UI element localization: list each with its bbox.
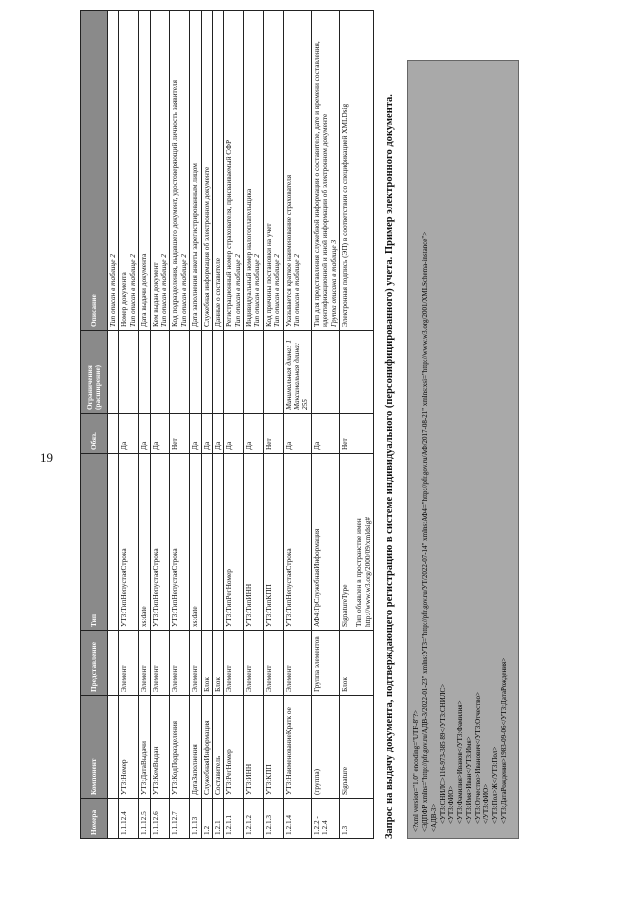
table-row bbox=[190, 11, 201, 839]
header-representation: Представление bbox=[81, 631, 108, 696]
table-row bbox=[150, 11, 170, 839]
table-row bbox=[108, 11, 119, 839]
cell-component: (группа) bbox=[311, 696, 339, 799]
cell-description bbox=[212, 11, 223, 331]
cell-type: УТ3:ТипНепустаяСтрока bbox=[119, 454, 139, 631]
cell-representation: Элемент bbox=[263, 631, 283, 696]
table-header-row bbox=[81, 11, 108, 839]
cell-limits: Минимальная длина: 1 Максимальная длина: 255 bbox=[283, 331, 311, 414]
cell-type: УТ3:ТипНепустаяСтрока bbox=[150, 454, 170, 631]
header-required: Обяз. bbox=[81, 414, 108, 454]
cell-required: Да bbox=[283, 414, 311, 454]
cell-description bbox=[224, 11, 244, 331]
cell-type: xs:date bbox=[139, 454, 150, 631]
code-line: <УТ3:Пол>Ж</УТ3:Пол> bbox=[491, 746, 500, 824]
cell-required: Да bbox=[139, 414, 150, 454]
cell-limits bbox=[201, 331, 212, 414]
cell-type: УТ3:ТипНепустаяСтрока bbox=[283, 454, 311, 631]
cell-type bbox=[212, 454, 223, 631]
request-paragraph: Запрос на выдачу документа, подтверждающего регистрацию в системе индивидуального (персонифицированного) учета. Пример электронного документа. bbox=[384, 94, 396, 839]
cell-limits bbox=[150, 331, 170, 414]
table-body bbox=[108, 11, 374, 839]
cell-number bbox=[108, 799, 119, 839]
header-type: Тип bbox=[81, 454, 108, 631]
cell-type: УТ3:ТипИНН bbox=[244, 454, 264, 631]
header-description: Описание bbox=[81, 11, 108, 331]
cell-required: Да bbox=[224, 414, 244, 454]
cell-limits bbox=[263, 331, 283, 414]
cell-component: УТ3:КодПодразделения bbox=[170, 696, 190, 799]
description-line: Данные о составителе bbox=[212, 258, 222, 327]
cell-representation: Элемент bbox=[150, 631, 170, 696]
table-row bbox=[283, 11, 311, 839]
cell-required: Да bbox=[244, 414, 264, 454]
cell-representation: Элемент bbox=[190, 631, 201, 696]
header-component: Компонент bbox=[81, 696, 108, 799]
cell-representation: Элемент bbox=[170, 631, 190, 696]
cell-component: УТ3:КемВыдан bbox=[150, 696, 170, 799]
cell-type: УТ3:ТипРегНомер bbox=[224, 454, 244, 631]
table-row bbox=[311, 11, 339, 839]
description-line: Тип описан в таблице 2 bbox=[232, 254, 242, 327]
cell-number: 1.2 bbox=[201, 799, 212, 839]
cell-representation: Группа элементов bbox=[311, 631, 339, 696]
cell-representation: Блок bbox=[339, 631, 373, 696]
description-line: Дата выдачи документа bbox=[139, 253, 149, 327]
description-line: Индивидуальный номер налогоплательщика bbox=[244, 188, 254, 327]
cell-component: СлужебнаяИнформация bbox=[201, 696, 212, 799]
table-row bbox=[339, 11, 373, 839]
cell-representation: Элемент bbox=[224, 631, 244, 696]
cell-required: Да bbox=[212, 414, 223, 454]
description-line: Тип описан в таблице 2 bbox=[108, 254, 117, 327]
cell-limits bbox=[108, 331, 119, 414]
table-row bbox=[139, 11, 150, 839]
table-row bbox=[244, 11, 264, 839]
spec-table bbox=[80, 10, 374, 839]
cell-representation: Элемент bbox=[139, 631, 150, 696]
cell-number: 1.2.1 bbox=[212, 799, 223, 839]
cell-number: 1.1.13 bbox=[190, 799, 201, 839]
cell-required: Да bbox=[119, 414, 139, 454]
code-line: <УТ3:Отчество>Иванович</УТ3:Отчество> bbox=[473, 692, 482, 824]
cell-limits bbox=[224, 331, 244, 414]
cell-description bbox=[283, 11, 311, 331]
table-row bbox=[170, 11, 190, 839]
description-line: Дата заполнения анкеты зарегистрированным лицом bbox=[190, 163, 200, 327]
cell-type: УТ3:ТипНепустаяСтрока bbox=[170, 454, 190, 631]
cell-description bbox=[201, 11, 212, 331]
description-line: Тип для представления служебной информации о составителе, дате и времени составления, идентификационной и иной информации об электронном документе bbox=[311, 41, 330, 327]
cell-description bbox=[190, 11, 201, 331]
code-line: <УТ3:Имя>Иван</УТ3:Имя> bbox=[464, 736, 473, 824]
cell-component: ДатаЗаполнения bbox=[190, 696, 201, 799]
header-number: Номера bbox=[81, 799, 108, 839]
description-line: Кем выдан документ bbox=[150, 262, 160, 327]
cell-description bbox=[244, 11, 264, 331]
cell-type: xs:date bbox=[190, 454, 201, 631]
cell-number: 1.1.12.7 bbox=[170, 799, 190, 839]
description-line: Тип описан в таблице 2 bbox=[127, 254, 137, 327]
cell-description bbox=[170, 11, 190, 331]
cell-type bbox=[108, 454, 119, 631]
code-line: </УТ3:ФИО> bbox=[482, 783, 491, 824]
cell-required: Да bbox=[201, 414, 212, 454]
cell-description bbox=[339, 11, 373, 331]
table-row bbox=[263, 11, 283, 839]
cell-number: 1.2.2 - 1.2.4 bbox=[311, 799, 339, 839]
type-note: Тип объявлен в пространстве имен http://www.w3.org/2000/09/xmldsig# bbox=[354, 516, 372, 627]
cell-number: 1.1.12.5 bbox=[139, 799, 150, 839]
cell-limits bbox=[139, 331, 150, 414]
page-number: 19 bbox=[40, 450, 53, 465]
description-line: Группа описана в таблице 3 bbox=[328, 239, 338, 327]
description-line: Тип описан в таблице 2 bbox=[252, 254, 262, 327]
cell-required: Нет bbox=[263, 414, 283, 454]
cell-representation: Блок bbox=[201, 631, 212, 696]
cell-component bbox=[108, 696, 119, 799]
cell-component: УТ3:НаименованиеКратк ое bbox=[283, 696, 311, 799]
cell-number: 1.1.12.6 bbox=[150, 799, 170, 839]
cell-required bbox=[108, 414, 119, 454]
description-line: Тип описан в таблице 2 bbox=[178, 254, 188, 327]
cell-required: Да bbox=[311, 414, 339, 454]
cell-type bbox=[201, 454, 212, 631]
xml-example-box bbox=[407, 60, 519, 839]
cell-limits bbox=[339, 331, 373, 414]
cell-component: УТ3:КПП bbox=[263, 696, 283, 799]
rotated-content bbox=[80, 41, 590, 839]
cell-required: Нет bbox=[170, 414, 190, 454]
cell-limits bbox=[170, 331, 190, 414]
cell-limits bbox=[119, 331, 139, 414]
cell-number: 1.2.1.3 bbox=[263, 799, 283, 839]
cell-limits bbox=[190, 331, 201, 414]
cell-description bbox=[119, 11, 139, 331]
description-line: Номер документа bbox=[119, 272, 129, 327]
cell-component: УТ3:Номер bbox=[119, 696, 139, 799]
header-limits: Ограничения (расширение) bbox=[81, 331, 108, 414]
cell-number: 1.3 bbox=[339, 799, 373, 839]
cell-number: 1.2.1.4 bbox=[283, 799, 311, 839]
cell-required: Да bbox=[150, 414, 170, 454]
cell-description bbox=[139, 11, 150, 331]
description-line: Код подразделения, выдавшего документ, удостоверяющий личность заявителя bbox=[170, 80, 180, 327]
cell-description bbox=[150, 11, 170, 331]
cell-number: 1.1.12.4 bbox=[119, 799, 139, 839]
description-line: Тип описан в таблице 2 bbox=[272, 254, 282, 327]
cell-limits bbox=[212, 331, 223, 414]
cell-number: 1.2.1.1 bbox=[224, 799, 244, 839]
description-line: Тип описан в таблице 2 bbox=[292, 254, 302, 327]
table-row bbox=[212, 11, 223, 839]
code-line: <УТ3:СНИЛС>116-973-385 89</УТ3:СНИЛС> bbox=[438, 683, 447, 824]
cell-description bbox=[263, 11, 283, 331]
table-row bbox=[119, 11, 139, 839]
table-row bbox=[224, 11, 244, 839]
cell-component: УТ3:ИНН bbox=[244, 696, 264, 799]
code-line: <ЭДПФР xmlns="http://pfr.gov.ru/АДВ-3/2022-01-23" xmlns:УТ3="http://pfr.gov.ru/УТ/2022-07-14" xmlns:АФ4="http://pfr.gov.ru/АФ/2017-08-21" xmlns:xsi="http://www.w3.org/2001/XMLSchema-instance"> bbox=[421, 231, 430, 832]
description-line: Тип описан в таблице 2 bbox=[158, 254, 168, 327]
cell-type: УТ3:ТипКПП bbox=[263, 454, 283, 631]
code-line: <АДВ-3> bbox=[429, 803, 438, 832]
table-row bbox=[201, 11, 212, 839]
description-line: Регистрационный номер страхователя, присваиваемый СФР bbox=[224, 140, 234, 327]
cell-component: УТ3:ДатаВыдачи bbox=[139, 696, 150, 799]
cell-representation: Элемент bbox=[119, 631, 139, 696]
cell-required: Нет bbox=[339, 414, 373, 454]
cell-required: Да bbox=[190, 414, 201, 454]
description-line: Код причины постановки на учет bbox=[263, 223, 273, 327]
cell-limits bbox=[311, 331, 339, 414]
description-line: Электронная подпись (ЭП) в соответствии со спецификацией XMLDsig bbox=[339, 103, 349, 327]
cell-description bbox=[311, 11, 339, 331]
cell-component: УТ3:РегНомер bbox=[224, 696, 244, 799]
cell-limits bbox=[244, 331, 264, 414]
cell-representation: Блок bbox=[212, 631, 223, 696]
cell-component: Составитель bbox=[212, 696, 223, 799]
cell-description bbox=[108, 11, 119, 331]
cell-type: АФ4:ГрСлужебнаяИнформация bbox=[311, 454, 339, 631]
cell-number: 1.2.1.2 bbox=[244, 799, 264, 839]
code-line: <?xml version="1.0" encoding="UTF-8"?> bbox=[412, 710, 421, 832]
cell-representation: Элемент bbox=[283, 631, 311, 696]
cell-component: Signature bbox=[339, 696, 373, 799]
cell-type: SignatureType Тип объявлен в пространстве имен http://www.w3.org/2000/09/xmldsig# bbox=[339, 454, 373, 631]
code-line: <УТ3:ДатаРождения>1983-09-06</УТ3:ДатаРождения> bbox=[499, 657, 508, 824]
cell-representation: Элемент bbox=[244, 631, 264, 696]
description-line: Указывается краткое наименование страхователя bbox=[283, 174, 293, 327]
code-line: <УТ3:ФИО> bbox=[447, 785, 456, 824]
description-line: Служебная информация об электронном документе bbox=[201, 166, 211, 327]
cell-representation bbox=[108, 631, 119, 696]
code-line: <УТ3:Фамилия>Иванов</УТ3:Фамилия> bbox=[456, 700, 465, 824]
